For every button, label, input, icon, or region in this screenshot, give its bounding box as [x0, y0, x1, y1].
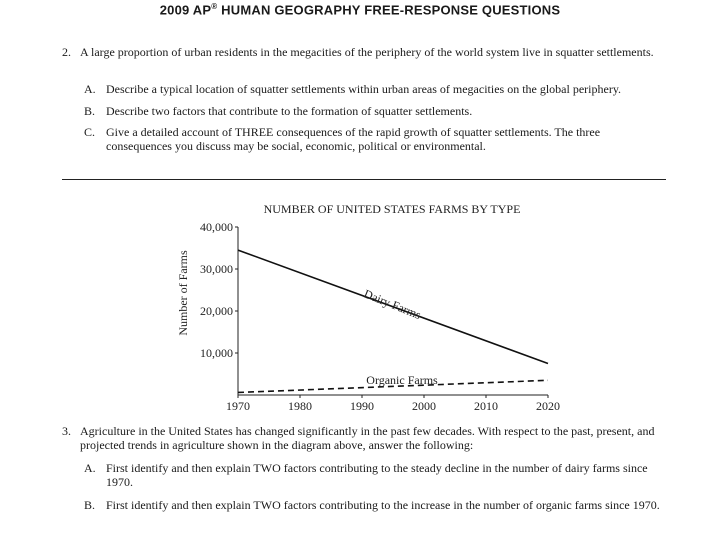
title-prefix: 2009 AP — [159, 2, 212, 18]
y-axis-label: Number of Farms — [176, 250, 190, 336]
x-tick-label: 2000 — [412, 399, 436, 413]
part-text: Describe two factors that contribute to the formation of squatter settlements. — [106, 104, 473, 118]
y-tick-labels — [200, 220, 233, 360]
part-label: B. — [84, 498, 96, 512]
question-2-number: 2. — [62, 45, 71, 59]
part-text: First identify and then explain TWO factors contributing to the steady decline in the number of dairy farms since 1970. — [106, 461, 648, 489]
question-3-text: Agriculture in the United States has changed significantly in the past few decades. With respect to the past, present, and projected trends in agriculture shown in the diagram above, answer the following: — [80, 424, 655, 452]
chart-title: NUMBER OF UNITED STATES FARMS BY TYPE — [263, 202, 521, 216]
part-text: Describe a typical location of squatter settlements within urban areas of megacities on the global periphery. — [106, 82, 622, 96]
part-text: First identify and then explain TWO factors contributing to the increase in the number of organic farms since 1970. — [106, 498, 660, 512]
x-tick-label: 1990 — [350, 399, 374, 413]
x-tick-label: 2010 — [474, 399, 498, 413]
x-tick-label: 2020 — [536, 399, 560, 413]
part-label: B. — [84, 104, 96, 118]
x-tick-labels — [226, 399, 560, 413]
series-lines — [238, 250, 548, 392]
y-tick-label: 30,000 — [200, 262, 233, 276]
farms-line-chart — [0, 195, 720, 430]
y-tick-label: 40,000 — [200, 220, 233, 234]
part-label: A. — [84, 82, 96, 96]
registered-mark: ® — [211, 2, 218, 11]
x-tick-label: 1980 — [288, 399, 312, 413]
part-label: A. — [84, 461, 96, 475]
x-tick-label: 1970 — [226, 399, 250, 413]
part-text: Give a detailed account of THREE consequences of the rapid growth of squatter settlements. The three consequences you discuss may be social, economic, political or environmental. — [106, 125, 601, 153]
series-label-dairy-farms: Dairy Farms — [361, 286, 424, 323]
title-suffix: HUMAN GEOGRAPHY FREE-RESPONSE QUESTIONS — [217, 2, 561, 18]
y-tick-label: 20,000 — [200, 304, 233, 318]
question-3-number: 3. — [62, 424, 71, 438]
page-title — [0, 2, 720, 17]
question-2-text: A large proportion of urban residents in the megacities of the periphery of the world system live in squatter settlements. — [80, 45, 654, 59]
y-tick-label: 10,000 — [200, 346, 233, 360]
series-label-organic-farms: Organic Farms — [366, 373, 438, 387]
part-label: C. — [84, 125, 96, 139]
section-divider — [62, 179, 666, 180]
